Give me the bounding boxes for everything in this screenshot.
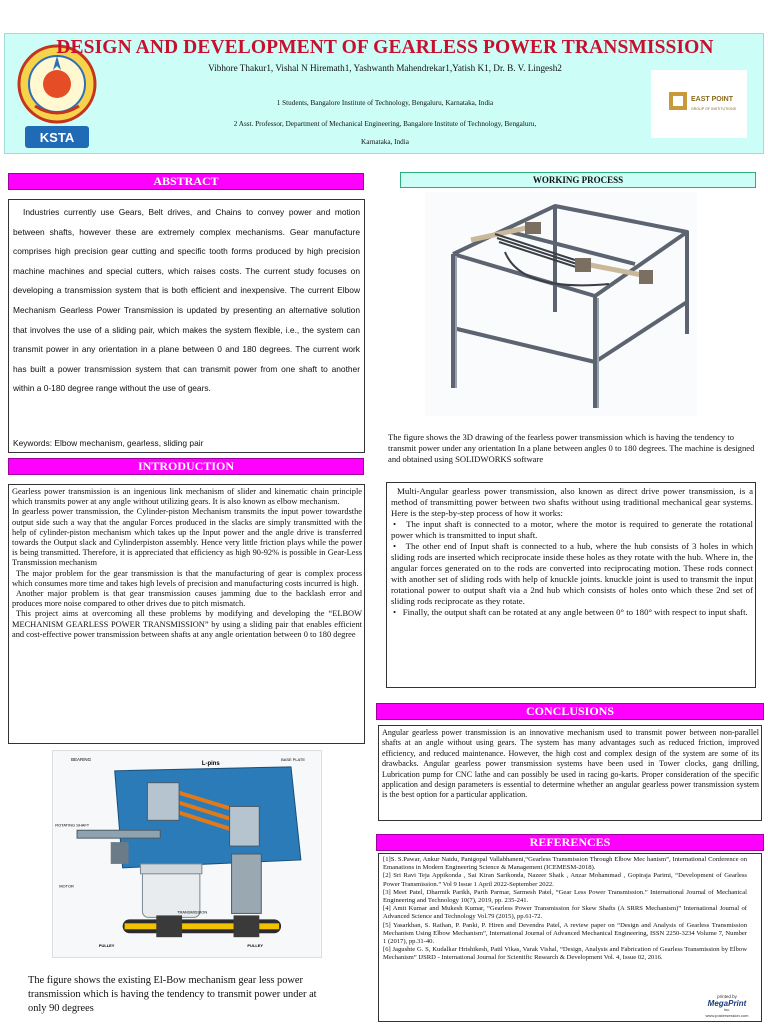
affiliation-3: Karnataka, India [361,138,409,146]
motor-label: MOTOR [59,883,74,889]
introduction-p5: This project aims at overcoming all these problems by modifying and developing the “ELBOW MECHANISM GEARLESS POWER TRANSMISSION” by using a sliding pair that enables efficient and cost-effective power transmission between shafts at any angle orientation between 0 to 180 degree [12,609,362,639]
reference-item: [6] Jagushte G. S, Kudalkar Hrishikesh, Patil Vikas, Varak Vishal, “Design, Analysis and Fabrication of Gearless Transmission by Elbow Mechanism” IJSRD - International Journal for Scientific Research & Development Vol. 4, Issue 02, 2016. [383,946,747,962]
conclusions-body: Angular gearless power transmission is an innovative mechanism used to transmit power between non-parallel shafts at an angle without using gears. The system has many advantages such as reduced friction, improved efficiency, and reduced maintenance. However, the high cost and complex design of the system are some of its drawbacks. Angular gearless power transmission systems have been used in Tower clocks, gang drilling, Lubrication pump for CNC lathe and can possibly be used in racing go-karts. Proper consideration of the specific application and design parameters is essential to determine whether an angular gearless power transmission system is the best option for a particular application. [382,728,759,800]
bullet-text: The input shaft is connected to a motor, where the motor is required to generate the rotational power which is transmitted to input shaft. [391,519,753,540]
introduction-p2: In gearless power transmission, the Cylinder-piston Mechanism transmits the input power towardsthe output side such a way that the angular Forces produced in the slacks are simply transmitted with the help of cylinder-piston mechanism which takes up the Input power and the angle drive is transferred towards the Output slack and Cylinderpiston assembly. Hence very little friction plays while the power is being transmitted. Therefore, it is appreciated that efficiency as high 90-92% is possible in Gear-Less Transmission mechanism [12,507,362,568]
transmission-label: TRANSMISSION [177,909,208,915]
working-process-body [391,486,753,618]
working-3d-figure [425,192,697,416]
poster-title: DESIGN AND DEVELOPMENT OF GEARLESS POWER TRANSMISSION [56,37,714,58]
reference-item: [1]S. S.Pawar, Ankur Naidu, Panigopal Vallabhaneni,“Gearless Transmission Through Elbow Mec hanism”, International Conference on Emanations in Modern Engineering Science & Management (ICEMESM-2018). [383,856,747,872]
bullet-text: The other end of Input shaft is connected to a hub, where the hub consists of 3 holes in which sliding rods are inserted which reciprocate inside these holes as they rotate with the hub. Where in, the angular forces generated on to the rods are converted into reciprocating motion. These rods connect with another set of sliding rods with help of knuckle joints. knuckle joint is used to transmit the input rotational power to output shaft via a 2nd hub which consists of holes onto which these 2nd set of sliding rods reciprocate as they rotate. [391,541,753,606]
introduction-body [12,487,362,640]
introduction-p4: Another major problem is that gear transmission causes jamming due to the backlash error and produces more noise compared to other drives due to pitch mismatch. [12,589,362,609]
bullet-mark: • [393,541,397,551]
working-figure-caption: The figure shows the 3D drawing of the fearless power transmission which is having the tendency to transmit power under any orientation In a plane between angles 0 to 180 degrees. The machine is designed and obtained using SOLIDWORKS software [388,432,755,464]
rotating-shaft-label: ROTATING SHAFT [55,822,90,828]
working-process-bullet-3 [391,607,753,618]
reference-item: [2] Sri Ravi Teja Appikonda , Sai Kiran Sarikonda, Nazeer Shaik , Anzar Mohammad , Gopiraja Parimi, “Development of Gearless Power Transmission.” Vol 9 Issue 1 April 2022-September 2022. [383,872,747,888]
abstract-box [8,199,365,453]
working-process-bullet-2 [391,541,753,607]
elbow-mechanism-diagram [53,751,321,957]
elbow-figure-caption: The figure shows the existing El-Bow mechanism gear less power transmission which is having the tendency to transmit power under at only 90 degrees [28,975,317,1014]
ksta-logo-text: KSTA [39,130,75,145]
references-heading: REFERENCES [376,834,764,851]
east-point-logo-text: EAST POINT [691,96,734,103]
poster-authors: Vibhore Thakur1, Vishal N Hiremath1, Yashwanth Mahendrekar1,Yatish K1, Dr. B. V. Lingesh2 [208,63,562,73]
introduction-p1: Gearless power transmission is an ingenious link mechanism of slider and kinematic chain principle which transmits power at any angle without utilizing gears. It is also known as elbow mechanism. [12,487,362,507]
poster-header [4,33,764,154]
references-box [378,853,762,1022]
printer-name: MegaPrint [707,999,747,1008]
pulley-left-label: PULLEY [98,943,115,949]
abstract-heading: ABSTRACT [8,173,364,190]
gearless-frame-3d-drawing [425,192,697,416]
bearing-label: BEARING [71,756,92,762]
megaprint-logo [695,994,759,1018]
introduction-p3: The major problem for the gear transmission is that the manufacturing of gear is complex process which consumes more time and takes high levels of precision and manufacturing costs incurred is high. [12,568,362,588]
abstract-body: Industries currently use Gears, Belt drives, and Chains to convey power and motion between shafts, however these are extremely complex mechanisms. Gear manufacture comprises high precision gear cutting and specific tooth forms produced by high precision machine machines and special cutters, which raises costs. The current study focuses on developing a transmission system that is both efficient and inexpensive. The current Elbow Mechanism Gearless Power Transmission is updated by presenting an alternative solution that involves the use of a sliding pair, which makes the system flexible, i.e., the system can transmit power in any orientation in a plane between 0 and 180 degrees. The current work has built a power transmission system that can transmit power from one shaft to another within a 0-180 degree range without the use of gears. [13,207,360,394]
conclusions-box [378,725,762,821]
east-point-logo-sub: GROUP OF INSTITUTIONS [691,107,737,111]
introduction-heading: INTRODUCTION [8,458,364,475]
working-process-intro: Multi-Angular gearless power transmission, also known as direct drive power transmission, is a method of transmitting power between two shafts without using traditional mechanical gear systems. Here is the step-by-step process of how it works: [391,486,753,518]
bullet-text: Finally, the output shaft can be rotated at any angle between 0° to 180° with respect to input shaft. [402,607,748,617]
affiliation-2: 2 Asst. Professor, Department of Mechanical Engineering, Bangalore Institute of Technology, Bengaluru, [233,120,537,128]
conclusions-heading: CONCLUSIONS [376,703,764,720]
bullet-mark: • [393,607,397,617]
introduction-box [8,484,365,744]
pulley-right-label: PULLEY [247,943,264,949]
base-plate-label: BASE PLATE [281,756,305,762]
references-list [383,856,747,963]
printer-top: printed by [717,994,737,999]
elbow-mechanism-figure [52,750,322,958]
reference-item: [3] Meet Patel, Dharmik Parikh, Parth Parmar, Sarmesh Patel, “Gear Less Power Transmission.” International Journal of Mechanical Engineering and Technology 10(7), 2019, pp. 235-241. [383,888,747,905]
working-process-bullet-1 [391,519,753,541]
lpins-label: L-pins [201,760,220,767]
bullet-mark: • [393,519,397,529]
working-process-box [386,482,756,688]
east-point-logo [651,70,747,138]
printer-sub: Inc. [723,1007,731,1012]
affiliation-1: 1 Students, Bangalore Institute of Technology, Bengaluru, Karnataka, India [276,99,494,107]
reference-item: [5] Yasarkhan, S. Raihan, P. Panki, P. Hiren and Devendra Patel, A review paper on “Design and Analysis of Gearless Transmission Mechanism Using Elbow Mechanism”, International Journal of Advanced Mechanical Engineering, ISSN 2250-3234 Volume 7, Number 1 (2017), pp.31-40. [383,921,747,946]
abstract-keywords: Keywords: Elbow mechanism, gearless, sliding pair [13,438,204,448]
east-point-emblem-icon [651,70,747,138]
reference-item: [4] Amit Kumar and Mukesh Kumar, “Gearless Power Transmission for Skew Shafts (A SRRS Mechanism)” International Journal of Advanced Science and Technology Vol.79 (2015), pp.61-72. [383,905,747,921]
working-process-heading: WORKING PROCESS [400,172,756,188]
printer-url: www.postersession.com [705,1012,749,1018]
